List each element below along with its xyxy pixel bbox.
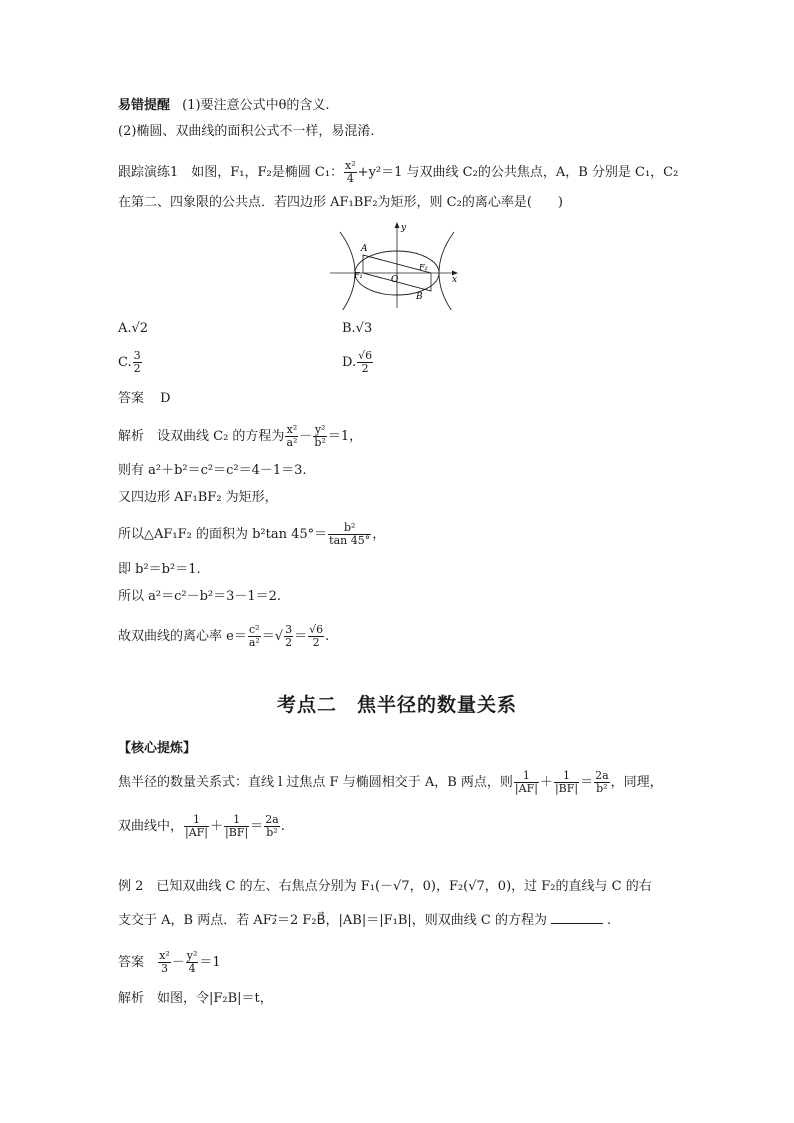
exercise-text-1: F₁，F₂是椭圆 C₁：: [230, 165, 344, 180]
frac-den: 4: [188, 962, 196, 975]
equation-suffix: ＝1，: [327, 429, 363, 444]
option-c: [118, 350, 143, 375]
example-2-l2-prefix: 支交于 A，B 两点．若 AF₂⃗＝2 F₂B⃗，|AB|＝|F₁B|，则双曲线 C 的方程为: [118, 913, 547, 928]
tip-item-2: (2)椭圆、双曲线的面积公式不一样，易混淆.: [118, 124, 375, 139]
example-2-line-1: 例 2 已知双曲线 C 的左、右焦点分别为 F₁(－√7，0)，F₂(√7，0)，过 F₂的直线与 C 的右: [118, 879, 652, 894]
solution-1-l7-frac-2: [284, 624, 293, 649]
solution-1-line-2: 则有 a²＋b²＝c²＝c²＝4－1＝3.: [118, 463, 307, 478]
frac-num: √6: [309, 623, 324, 636]
ellipse-fraction: [344, 160, 357, 185]
tip-line-1: [118, 97, 330, 115]
frac-num: y²: [186, 949, 198, 962]
solution-1-l4-prefix: 所以△AF₁F₂ 的面积为 b²tan 45°＝: [118, 527, 328, 542]
minus-sign: －: [171, 955, 185, 970]
label-a: A: [361, 244, 368, 254]
frac-den: 2: [285, 636, 293, 649]
core-label: 【核心提炼】: [118, 741, 197, 756]
option-c-prefix: C.: [118, 355, 132, 370]
solution-1-l1-frac-1: [285, 424, 298, 449]
option-c-num: 3: [133, 349, 141, 362]
frac-den: 3: [160, 962, 168, 975]
solution-1-line-6: 所以 a²＝c²－b²＝3－1＝2.: [118, 589, 282, 604]
frac-num: y²: [314, 423, 326, 436]
frac-num: 1: [554, 770, 579, 783]
tip-title: 易错提醒: [118, 98, 171, 113]
solution-1-l7-prefix: 故双曲线的离心率 e＝: [118, 629, 247, 644]
example-2-line-2: [118, 912, 611, 930]
solution-1-line-3: 又四边形 AF₁BF₂ 为矩形，: [118, 490, 278, 505]
tip-item-1: (1)要注意公式中θ的含义.: [182, 98, 330, 113]
exercise-line-1: [118, 160, 678, 185]
example-2-l2-suffix: .: [606, 913, 612, 928]
option-d-den: 2: [361, 362, 369, 375]
core-l1-frac-1: [514, 770, 539, 795]
frac-den: tan 45°: [329, 534, 371, 547]
label-b: B: [416, 292, 423, 302]
equals-sign: ＝: [580, 775, 594, 790]
frac-den: b²: [314, 436, 326, 449]
frac-num: 2a: [265, 813, 279, 826]
exercise-text-2: +y²＝1 与双曲线 C₂的公共焦点，A，B 分别是 C₁，C₂: [357, 165, 679, 180]
minus-sign: －: [299, 429, 313, 444]
plus-sign: ＋: [539, 775, 553, 790]
option-a: A.√2: [118, 321, 149, 336]
core-l2-prefix: 双曲线中，: [118, 819, 184, 834]
solution-1-l7-frac-1: [248, 624, 261, 649]
frac-den: 2: [312, 636, 320, 649]
frac-num: 1: [184, 814, 209, 827]
solution-1-l1-frac-2: [313, 424, 326, 449]
answer-1-label: 答案: [118, 391, 145, 406]
frac-den: a²: [286, 436, 298, 449]
core-l1-frac-3: [594, 770, 610, 795]
equation-suffix: ，: [372, 527, 386, 542]
hyperbola-right-branch: [439, 232, 454, 310]
answer-2-label: 答案: [118, 955, 145, 970]
option-c-den: 2: [133, 362, 141, 375]
frac-den: b²: [266, 826, 278, 839]
label-x: x: [452, 275, 458, 285]
frac-den: |BF|: [554, 782, 579, 795]
sqrt-sign: ＝√: [261, 629, 284, 644]
frac-num: 3: [285, 623, 293, 636]
solution-2-line-1: 解析 如图，令|F₂B|＝t，: [118, 991, 273, 1006]
core-l1-frac-2: [554, 770, 579, 795]
answer-blank[interactable]: [551, 923, 603, 924]
option-b: B.√3: [342, 321, 373, 336]
frac-den: |AF|: [185, 826, 209, 839]
solution-1-line-4: [118, 522, 385, 547]
section-heading: 考点二 焦半径的数量关系: [276, 694, 517, 716]
core-l1-prefix: 焦半径的数量关系式：直线 l 过焦点 F 与椭圆相交于 A，B 两点，则: [118, 775, 513, 790]
answer-2-frac-1: [158, 950, 171, 975]
ellipse-den: 4: [346, 172, 354, 185]
solution-1-line-5: 即 b²＝b²＝1.: [118, 562, 201, 577]
label-f1: F₁: [354, 271, 363, 280]
core-line-2: [118, 814, 285, 839]
option-d-prefix: D.: [342, 355, 357, 370]
hyperbola-left-branch: [340, 232, 355, 310]
solution-1-line-1: [118, 424, 362, 449]
option-d-num: √6: [358, 349, 373, 362]
frac-den: a²: [248, 636, 260, 649]
exercise-line-2: 在第二、四象限的公共点．若四边形 AF₁BF₂为矩形，则 C₂的离心率是( ): [118, 195, 563, 210]
frac-den: b²: [596, 782, 608, 795]
frac-num: 1: [224, 814, 249, 827]
equation-suffix: .: [325, 629, 330, 644]
label-y: y: [401, 223, 407, 233]
answer-1-value: D: [160, 391, 171, 406]
frac-num: 2a: [595, 769, 609, 782]
solution-1-l4-frac: [328, 522, 371, 547]
core-l1-suffix: ，同理，: [610, 775, 663, 790]
frac-num: x²: [286, 423, 298, 436]
core-l2-frac-3: [264, 814, 280, 839]
core-l2-suffix: .: [280, 819, 285, 834]
y-axis-arrow-icon: [395, 222, 400, 228]
core-l2-frac-2: [224, 814, 249, 839]
frac-num: c²: [249, 623, 260, 636]
frac-num: b²: [328, 522, 371, 535]
option-d: [342, 350, 374, 375]
answer-2-frac-2: [186, 950, 199, 975]
equals-sign: ＝: [294, 629, 308, 644]
solution-1-l1-prefix: 解析 设双曲线 C₂ 的方程为: [118, 429, 285, 444]
answer-1: [118, 390, 171, 408]
core-line-1: [118, 770, 663, 795]
solution-1-l7-frac-3: [308, 624, 324, 649]
label-f2: F₂: [419, 263, 428, 272]
equals-sign: ＝: [250, 819, 264, 834]
frac-den: |AF|: [514, 782, 538, 795]
ellipse-hyperbola-figure: [330, 220, 465, 310]
solution-1-line-7: [118, 624, 329, 649]
answer-2-suffix: ＝1: [199, 955, 221, 970]
plus-sign: ＋: [210, 819, 224, 834]
exercise-prefix: 跟踪演练1 如图，: [118, 165, 231, 180]
ellipse-num: x²: [345, 159, 356, 172]
option-c-fraction: [133, 350, 142, 375]
frac-den: |BF|: [225, 826, 249, 839]
core-l2-frac-1: [184, 814, 209, 839]
answer-2: [118, 950, 221, 975]
option-d-fraction: [357, 350, 373, 375]
label-o: O: [391, 275, 399, 285]
frac-num: x²: [159, 949, 170, 962]
frac-num: 1: [514, 770, 539, 783]
